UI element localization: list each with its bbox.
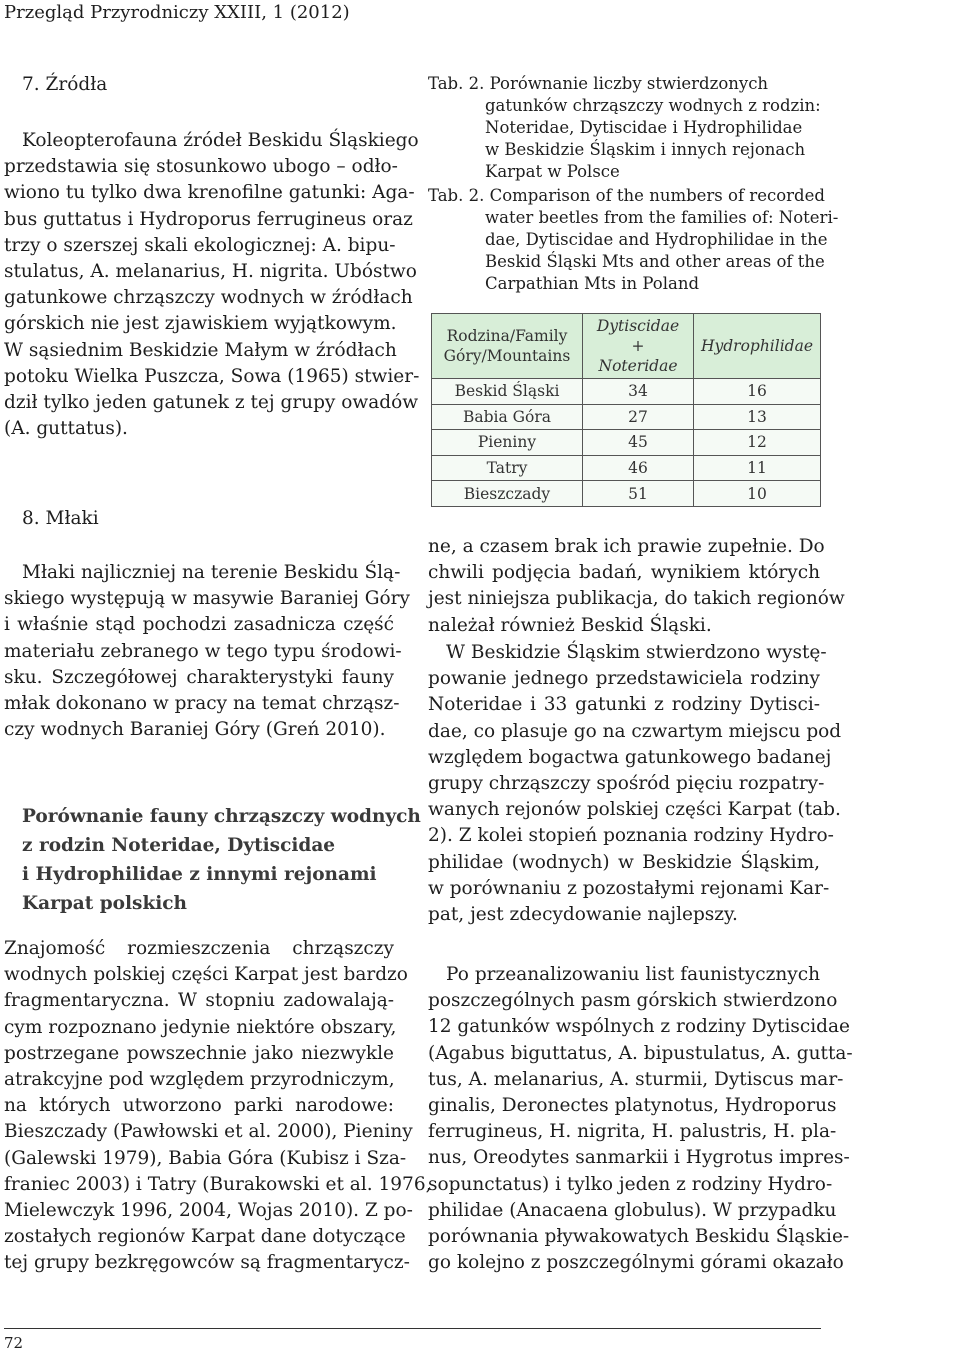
header-dytiscidae-noteridae xyxy=(583,314,694,379)
table-header-row xyxy=(432,314,821,379)
text-line: (Agabus biguttatus, A. bipustulatus, A. gutta- xyxy=(428,1042,853,1064)
text-line: atrakcyjne pod względem przyrodniczym, xyxy=(4,1069,395,1091)
cell-hydrophilidae: 12 xyxy=(694,430,821,456)
text-line: dae, co plasuje go na czwartym miejscu pod xyxy=(428,720,842,742)
text-line: na których utworzono parki narodowe: xyxy=(4,1095,394,1117)
text-line: skiego występują w masywie Baraniej Góry xyxy=(4,588,410,610)
caption-line: gatunków chrząszczy wodnych z rodzin: xyxy=(485,96,821,115)
text-line: zostałych regionów Karpat dane dotyczące xyxy=(4,1226,406,1248)
text-line: chwili podjęcia badań, wynikiem których xyxy=(428,562,820,584)
comparison-paragraph xyxy=(4,936,432,1277)
journal-header: Przegląd Przyrodniczy XXIII, 1 (2012) xyxy=(4,2,350,23)
table-row xyxy=(432,455,821,481)
caption-line: water beetles from the families of: Noteri- xyxy=(485,208,839,227)
caption-line: Karpat w Polsce xyxy=(485,162,620,181)
cell-region: Pieniny xyxy=(432,430,583,456)
header-hydrophilidae xyxy=(694,314,821,379)
text-line: tus, A. melanarius, A. sturmii, Dytiscus mar- xyxy=(428,1068,844,1090)
caption-line: Noteridae, Dytiscidae i Hydrophilidae xyxy=(485,118,803,137)
cell-region: Babia Góra xyxy=(432,404,583,430)
header-text: Hydrophilidae xyxy=(700,337,814,355)
text-line: grupy chrząszczy spośród pięciu rozpatry- xyxy=(428,773,825,795)
text-line: Po przeanalizowaniu list faunistycznych xyxy=(446,964,820,985)
cell-hydrophilidae: 16 xyxy=(694,379,821,405)
text-line: Mielewczyk 1996, 2004, Wojas 2010). Z po- xyxy=(4,1200,413,1222)
text-line: materiału zebranego w tego typu środowi- xyxy=(4,640,402,662)
header-text: Dytiscidae xyxy=(596,317,680,335)
text-line: należał również Beskid Śląski. xyxy=(428,614,712,636)
species-count-table xyxy=(431,313,821,507)
cell-dytiscidae: 34 xyxy=(583,379,694,405)
caption-line: dae, Dytiscidae and Hydrophilidae in the xyxy=(485,230,828,249)
text-line: górskich nie jest zjawiskiem wyjątkowym. xyxy=(4,313,397,335)
subheading-line: z rodzin Noteridae, Dytiscidae xyxy=(22,835,336,856)
text-line: gatunkowe chrząszczy wodnych w źródłach xyxy=(4,287,413,309)
table-row xyxy=(432,379,821,405)
table-row xyxy=(432,404,821,430)
text-line: ferrugineus, H. nigrita, H. palustris, H. pla- xyxy=(428,1121,837,1143)
text-line: i właśnie stąd pochodzi zasadnicza część xyxy=(4,614,394,636)
text-line: Znajomość rozmieszczenia chrząszczy xyxy=(4,938,394,959)
cell-hydrophilidae: 10 xyxy=(694,481,821,507)
text-line: 12 gatunków wspólnych z rodziny Dytiscidae xyxy=(428,1016,850,1038)
text-line: bus guttatus i Hydroporus ferrugineus oraz xyxy=(4,208,413,230)
text-line: fragmentaryczna. W stopniu zadowalają- xyxy=(4,990,394,1012)
text-line: Bieszczady (Pawłowski et al. 2000), Pieniny xyxy=(4,1121,413,1143)
section-8-heading: 8. Młaki xyxy=(22,508,99,529)
text-line: porównania pływakowatych Beskidu Śląskie- xyxy=(428,1226,850,1248)
text-line: poszczególnych pasm górskich stwierdzono xyxy=(428,990,838,1012)
header-family-mountains xyxy=(432,314,583,379)
cell-dytiscidae: 46 xyxy=(583,455,694,481)
comparison-subheading xyxy=(22,802,421,918)
text-line: (A. guttatus). xyxy=(4,418,128,440)
cell-dytiscidae: 51 xyxy=(583,481,694,507)
text-line: W sąsiednim Beskidzie Małym w źródłach xyxy=(4,339,397,361)
text-line: ginalis, Deronectes platynotus, Hydroporus xyxy=(428,1095,837,1117)
header-text: + xyxy=(631,337,645,355)
footer-rule xyxy=(4,1328,821,1329)
text-line: wodnych polskiej części Karpat jest bardzo xyxy=(4,964,408,986)
table-caption-pl xyxy=(428,73,821,183)
text-line: dził tylko jeden gatunek z tej grupy owadów xyxy=(4,392,419,414)
text-line: pat, jest zdecydowanie najlepszy. xyxy=(428,904,738,926)
text-line: tej grupy bezkręgowców są fragmentarycz- xyxy=(4,1252,410,1274)
text-line: młak dokonano w pracy na temat chrząsz- xyxy=(4,693,400,715)
text-line: Młaki najliczniej na terenie Beskidu Ślą- xyxy=(22,562,401,583)
text-line: ne, a czasem brak ich prawie zupełnie. Do xyxy=(428,536,825,557)
subheading-line: Porównanie fauny chrząszczy wodnych xyxy=(22,806,421,827)
text-line: philidae (Anacaena globulus). W przypadku xyxy=(428,1199,837,1221)
text-line: philidae (wodnych) w Beskidzie Śląskim, xyxy=(428,851,820,873)
caption-line: Tab. 2. Porównanie liczby stwierdzonych xyxy=(428,74,769,93)
subheading-line: i Hydrophilidae z innymi rejonami xyxy=(22,864,377,885)
header-text: Góry/Mountains xyxy=(443,347,571,365)
table-row xyxy=(432,430,821,456)
subheading-line: Karpat polskich xyxy=(22,893,188,914)
header-text: Rodzina/Family xyxy=(446,327,568,345)
right-paragraph-2 xyxy=(428,640,842,928)
text-line: czy wodnych Baraniej Góry (Greń 2010). xyxy=(4,719,386,741)
cell-region: Tatry xyxy=(432,455,583,481)
right-paragraph-1 xyxy=(428,534,845,639)
cell-region: Beskid Śląski xyxy=(432,379,583,405)
text-line: jest niniejsza publikacja, do takich regionów xyxy=(428,588,845,610)
page-number: 72 xyxy=(4,1334,24,1352)
text-line: wiono tu tylko dwa krenofilne gatunki: Aga- xyxy=(4,182,415,204)
text-line: sopunctatus) i tylko jeden z rodziny Hydro- xyxy=(428,1173,833,1195)
text-line: W Beskidzie Śląskim stwierdzono wystę- xyxy=(446,642,827,663)
cell-dytiscidae: 45 xyxy=(583,430,694,456)
caption-line: Tab. 2. Comparison of the numbers of recorded xyxy=(428,186,825,205)
cell-hydrophilidae: 11 xyxy=(694,455,821,481)
text-line: względem bogactwa gatunkowego badanej xyxy=(428,746,832,768)
section-7-paragraph xyxy=(4,128,420,442)
cell-hydrophilidae: 13 xyxy=(694,404,821,430)
caption-line: w Beskidzie Śląskim i innych rejonach xyxy=(485,140,806,159)
text-line: (Galewski 1979), Babia Góra (Kubisz i Sza- xyxy=(4,1147,407,1169)
section-8-paragraph xyxy=(4,560,410,743)
text-line: powanie jednego przedstawiciela rodziny xyxy=(428,668,820,690)
text-line: trzy o szerszej skali ekologicznej: A. bipu- xyxy=(4,234,396,256)
text-line: potoku Wielka Puszcza, Sowa (1965) stwier- xyxy=(4,365,420,387)
text-line: 2). Z kolei stopień poznania rodziny Hydro- xyxy=(428,825,834,847)
text-line: sku. Szczegółowej charakterystyki fauny xyxy=(4,666,394,688)
text-line: Noteridae i 33 gatunki z rodziny Dytisci- xyxy=(428,694,820,716)
text-line: przedstawia się stosunkowo ubogo – odło- xyxy=(4,156,398,178)
text-line: wanych rejonów polskiej części Karpat (tab. xyxy=(428,799,841,821)
cell-region: Bieszczady xyxy=(432,481,583,507)
text-line: go kolejno z poszczególnymi górami okazało xyxy=(428,1252,844,1274)
text-line: nus, Oreodytes sanmarkii i Hygrotus impres- xyxy=(428,1147,850,1169)
text-line: w porównaniu z pozostałymi rejonami Kar- xyxy=(428,877,830,899)
header-text: Noteridae xyxy=(598,357,678,375)
caption-line: Carpathian Mts in Poland xyxy=(485,274,700,293)
text-line: franiec 2003) i Tatry (Burakowski et al. 1976, xyxy=(4,1173,432,1195)
text-line: cym rozpoznano jedynie niektóre obszary, xyxy=(4,1016,397,1038)
text-line: postrzegane powszechnie jako niezwykle xyxy=(4,1042,394,1064)
table-row xyxy=(432,481,821,507)
cell-dytiscidae: 27 xyxy=(583,404,694,430)
text-line: Koleopterofauna źródeł Beskidu Śląskiego xyxy=(22,130,419,151)
caption-line: Beskid Śląski Mts and other areas of the xyxy=(485,252,825,271)
table-caption-en xyxy=(428,185,838,295)
right-paragraph-3 xyxy=(428,962,853,1276)
text-line: stulatus, A. melanarius, H. nigrita. Ubóstwo xyxy=(4,261,417,283)
section-7-heading: 7. Źródła xyxy=(22,74,108,95)
